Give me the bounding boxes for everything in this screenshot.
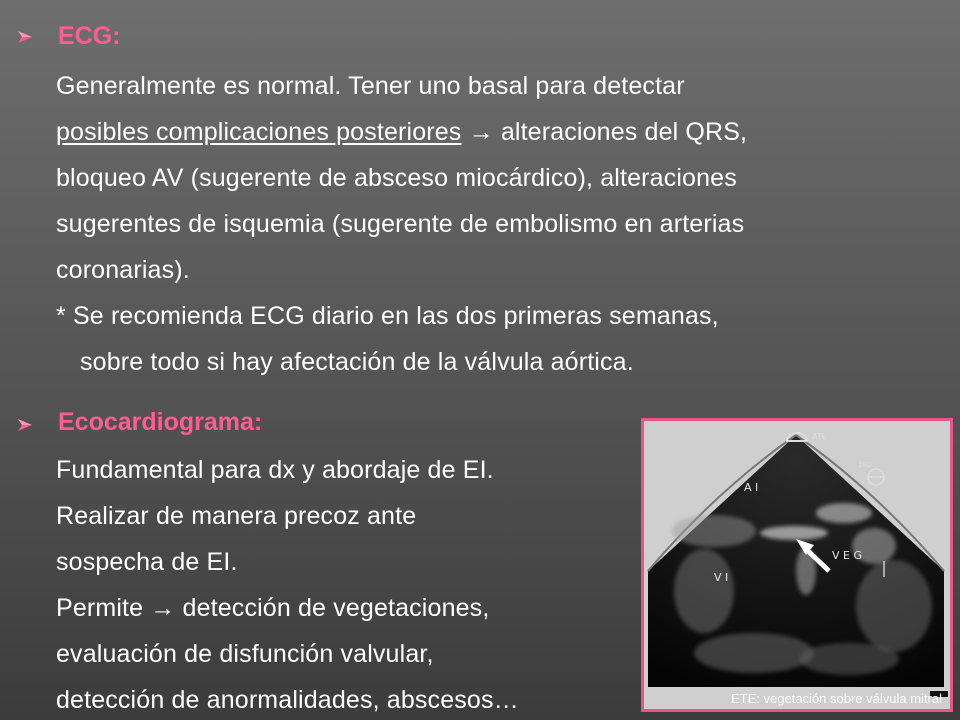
ecg-heading: ECG: xyxy=(58,22,121,50)
ecg-line-6: * Se recomienda ECG diario en las dos primeras semanas, xyxy=(56,302,719,330)
eco-heading: Ecocardiograma: xyxy=(58,408,263,436)
echocardiogram-image xyxy=(641,418,953,712)
angle-label: 180 xyxy=(858,461,872,469)
ecg-line-5: coronarias). xyxy=(56,256,190,284)
ecg-line-4: sugerentes de isquemia (sugerente de embolismo en arterias xyxy=(56,210,745,238)
ai-label: A I xyxy=(744,481,759,494)
figure-caption: ETE: vegetación sobre válvula mitral xyxy=(731,691,942,706)
ecg-line-2 xyxy=(56,118,747,147)
arrow-bullet-icon xyxy=(16,28,34,46)
echo-scan-graphic xyxy=(644,421,950,709)
eco-line-5: evaluación de disfunción valvular, xyxy=(56,640,434,668)
eco-line-6: detección de anormalidades, abscesos… xyxy=(56,686,519,714)
ecg-line-2-rest: alteraciones del QRS, xyxy=(493,118,748,146)
right-arrow-icon: → xyxy=(468,118,494,146)
eco-line-1: Fundamental para dx y abordaje de EI. xyxy=(56,456,494,484)
ecg-line-1: Generalmente es normal. Tener uno basal para detectar xyxy=(56,72,685,100)
ecg-underlined-text: posibles complicaciones posteriores xyxy=(56,118,462,146)
ecg-line-7: sobre todo si hay afectación de la válvula aórtica. xyxy=(80,348,634,376)
arrow-bullet-icon xyxy=(16,416,34,434)
vi-label: V I xyxy=(714,571,729,584)
ecg-line-3: bloqueo AV (sugerente de absceso miocárdico), alteraciones xyxy=(56,164,737,192)
eco-line-2: Realizar de manera precoz ante xyxy=(56,502,417,530)
veg-label: V E G xyxy=(832,549,862,562)
eco-line-4-rest: detección de vegetaciones, xyxy=(175,594,490,622)
eco-line-3: sospecha de EI. xyxy=(56,548,238,576)
atl-label: ATL xyxy=(812,432,827,441)
right-arrow-icon: → xyxy=(150,594,176,622)
eco-line-4-start: Permite xyxy=(56,594,151,622)
eco-line-4 xyxy=(56,594,489,623)
